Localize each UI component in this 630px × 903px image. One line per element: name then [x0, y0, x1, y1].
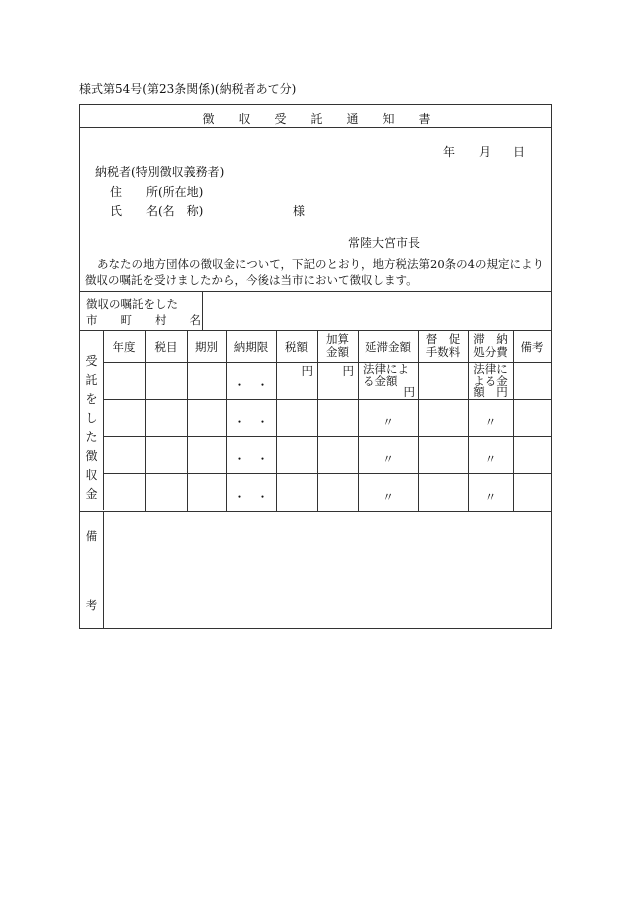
yen-unit: 円: [301, 364, 313, 378]
divider: [202, 291, 203, 330]
commissioning-label-line1: 徴収の嘱託をした: [86, 297, 178, 311]
ditto-mark: 〃: [382, 490, 394, 504]
title-char: 通: [346, 112, 359, 126]
title-char: 徴: [202, 112, 215, 126]
divider: [80, 127, 551, 128]
title-char: 知: [382, 112, 395, 126]
divider: [513, 330, 514, 511]
col-header-remarks: 備考: [520, 340, 544, 354]
arrears-legal-amount: 法律に よる金 額 円: [473, 362, 508, 399]
notice-text-line1: あなたの地方団体の徴収金について，下記のとおり，地方税法第20条の4の規定により: [97, 257, 544, 271]
divider: [103, 436, 551, 437]
col-header-dunning-fee: 督 促 手数料: [425, 332, 461, 359]
issuer-name: 常陸大宮市長: [348, 236, 421, 250]
form-title: [80, 110, 553, 127]
divider: [103, 399, 551, 400]
date-year: 年: [443, 145, 456, 159]
divider: [80, 330, 551, 331]
date-month: 月: [479, 145, 492, 159]
commissioning-label-line2: 市 町 村 名: [86, 313, 201, 327]
received-tax-side-label: 受 託 を し た 徴 収 金: [85, 354, 98, 501]
address-label: 住 所(所在地): [110, 185, 204, 199]
divider: [103, 330, 104, 510]
remarks-label-bottom: 考: [85, 598, 98, 612]
due-date-dots: ・ ・: [233, 452, 269, 466]
form-number-label: 様式第54号(第23条関係)(納税者あて分): [79, 82, 297, 96]
due-date-dots: ・ ・: [233, 415, 269, 429]
remarks-label-top: 備: [85, 529, 98, 543]
ditto-mark: 〃: [382, 415, 394, 429]
notice-form: [79, 104, 552, 629]
taxpayer-label: 納税者(特別徴収義務者): [95, 165, 225, 179]
col-header-tax-amount: 税額: [285, 340, 308, 354]
title-char: 書: [418, 112, 431, 126]
col-header-year: 年度: [112, 340, 136, 354]
honorific: 様: [293, 204, 306, 218]
col-header-tax-item: 税目: [154, 340, 178, 354]
divider: [103, 473, 551, 474]
due-date-dots: ・ ・: [233, 490, 269, 504]
ditto-mark: 〃: [484, 490, 497, 504]
ditto-mark: 〃: [484, 415, 497, 429]
notice-text-line2: 徴収の嘱託を受けましたから，今後は当市において徴収します。: [85, 273, 418, 287]
divider: [145, 330, 146, 511]
divider: [276, 330, 277, 511]
yen-unit: 円: [342, 364, 354, 378]
date-day: 日: [513, 145, 526, 159]
col-header-delinquency: 延滞金額: [365, 340, 411, 354]
title-char: 託: [310, 112, 323, 126]
col-header-due-date: 納期限: [233, 340, 269, 354]
divider: [103, 511, 104, 628]
col-header-arrears-cost: 滞 納 処分費: [473, 332, 508, 359]
divider: [80, 291, 551, 292]
due-date-dots: ・ ・: [233, 378, 269, 392]
col-header-period: 期別: [195, 340, 218, 354]
ditto-mark: 〃: [484, 452, 497, 466]
ditto-mark: 〃: [382, 452, 394, 466]
name-label: 氏 名(名 称): [110, 204, 204, 218]
col-header-surcharge: 加算 金額: [326, 332, 349, 359]
divider: [187, 330, 188, 511]
divider: [80, 511, 551, 512]
title-char: 受: [274, 112, 287, 126]
title-char: 収: [238, 112, 251, 126]
delinquency-legal-amount: 法律によ る金額 円: [363, 362, 415, 399]
